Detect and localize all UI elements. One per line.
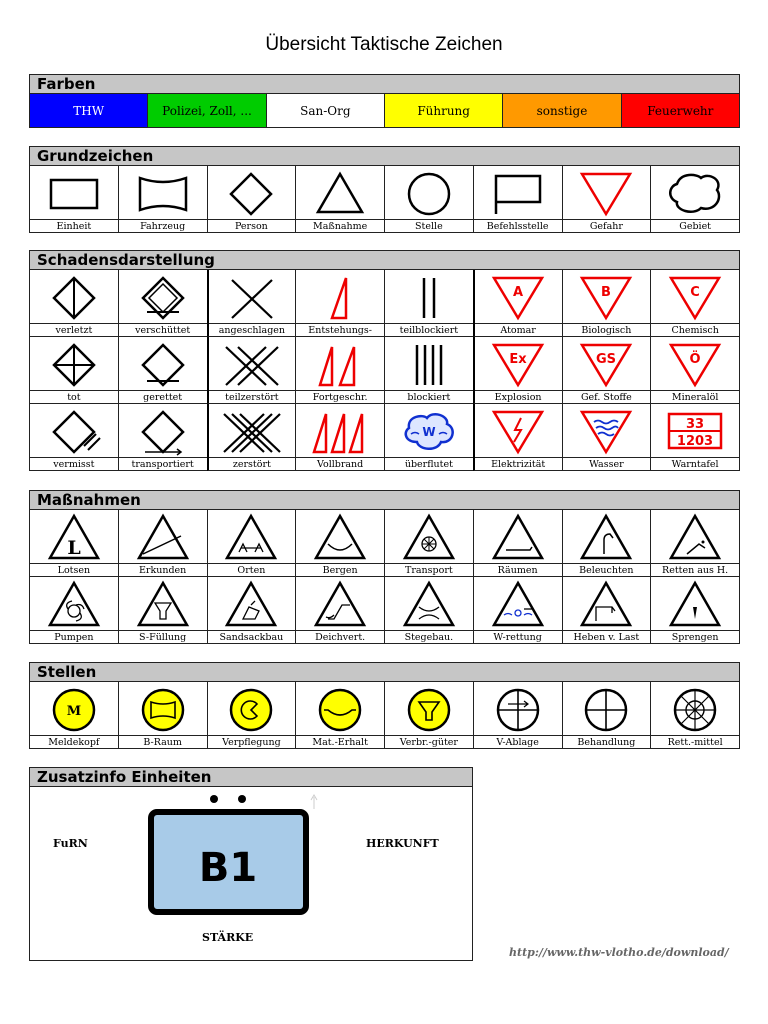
symbol-label: Bergen [296, 563, 384, 576]
svg-text:Ö: Ö [689, 351, 701, 367]
symbol-label: Rett.-mittel [651, 735, 739, 748]
symbol-label: Explosion [475, 390, 562, 403]
symbol-cell-fortgeschr [296, 337, 385, 404]
symbol-cell-behandlung [563, 682, 652, 749]
symbol-label: Warntafel [651, 457, 739, 470]
symbol-cell-blockiert [385, 337, 474, 404]
farben-header: Farben [29, 74, 740, 94]
symbol-cell-räumen [474, 510, 563, 577]
symbol-cell-teilblockiert [385, 270, 474, 337]
symbol-label: zerstört [209, 457, 296, 470]
herkunft-label: HERKUNFT [366, 837, 439, 850]
schaden-grid [29, 270, 740, 471]
symbol-cell-sandsackbau [208, 577, 297, 644]
symbol-cell-atomar [473, 270, 563, 337]
angeschlagen-icon [209, 270, 296, 323]
symbol-label: Stegebau. [385, 630, 473, 643]
grundzeichen-section [29, 146, 740, 233]
bergen-icon [296, 510, 384, 563]
symbol-cell-vermisst [30, 404, 119, 471]
symbol-label: Mat.-Erhalt [296, 735, 384, 748]
warntafel-icon [651, 404, 739, 457]
stellen-section [29, 662, 740, 749]
transport-icon [385, 510, 473, 563]
verbr-güter-icon [385, 682, 473, 735]
symbol-label: transportiert [119, 457, 207, 470]
symbol-label: Orten [208, 563, 296, 576]
symbol-cell-sprengen [651, 577, 740, 644]
symbol-label: Verpflegung [208, 735, 296, 748]
svg-text:1203: 1203 [677, 433, 714, 449]
symbol-label: Person [208, 219, 296, 232]
symbol-label: teilblockiert [385, 323, 473, 336]
symbol-cell-deichvert [296, 577, 385, 644]
symbol-cell-mat-erhalt [296, 682, 385, 749]
symbol-label: Lotsen [30, 563, 118, 576]
mineralöl-icon [651, 337, 739, 390]
symbol-cell-gebiet [651, 166, 740, 233]
retten-aus-h-icon [651, 510, 739, 563]
symbol-label: überflutet [385, 457, 473, 470]
wasser-icon [563, 404, 651, 457]
download-url[interactable]: http://www.thw-vlotho.de/download/ [509, 946, 729, 959]
color-legend [29, 94, 740, 128]
symbol-label: Beleuchten [563, 563, 651, 576]
zerstört-icon [209, 404, 296, 457]
color-1: THW [30, 94, 147, 127]
blockiert-icon [385, 337, 473, 390]
biologisch-icon [563, 270, 651, 323]
symbol-label: V-Ablage [474, 735, 562, 748]
symbol-cell-entstehungs [296, 270, 385, 337]
symbol-cell-heben-v-last [563, 577, 652, 644]
person-icon [208, 166, 296, 219]
massnahmen-grid [29, 510, 740, 644]
symbol-label: Fahrzeug [119, 219, 207, 232]
symbol-label: Atomar [475, 323, 562, 336]
symbol-label: Vollbrand [296, 457, 384, 470]
b-raum-icon [119, 682, 207, 735]
symbol-label: verschüttet [119, 323, 207, 336]
symbol-cell-wasser [563, 404, 652, 471]
orten-icon [208, 510, 296, 563]
mat-erhalt-icon [296, 682, 384, 735]
symbol-label: Chemisch [651, 323, 739, 336]
symbol-label: Erkunden [119, 563, 207, 576]
symbol-cell-verbr-güter [385, 682, 474, 749]
symbol-cell-orten [208, 510, 297, 577]
massnahmen-header: Maßnahmen [29, 490, 740, 510]
symbol-label: Heben v. Last [563, 630, 651, 643]
symbol-label: Deichvert. [296, 630, 384, 643]
symbol-cell-gef-stoffe [563, 337, 652, 404]
symbol-label: vermisst [30, 457, 118, 470]
symbol-cell-s-füllung [119, 577, 208, 644]
symbol-label: Befehlsstelle [474, 219, 562, 232]
symbol-cell-meldekopf [30, 682, 119, 749]
symbol-cell-verschüttet [119, 270, 208, 337]
symbol-cell-pumpen [30, 577, 119, 644]
tot-icon [30, 337, 118, 390]
symbol-label: Gef. Stoffe [563, 390, 651, 403]
symbol-cell-verpflegung [208, 682, 297, 749]
atomar-icon [475, 270, 562, 323]
symbol-cell-befehlsstelle [474, 166, 563, 233]
symbol-cell-verletzt [30, 270, 119, 337]
gerettet-icon [119, 337, 207, 390]
symbol-cell-lotsen [30, 510, 119, 577]
meldekopf-icon [30, 682, 118, 735]
symbol-label: Stelle [385, 219, 473, 232]
überflutet-icon [385, 404, 473, 457]
befehlsstelle-icon [474, 166, 562, 219]
maßnahme-icon [296, 166, 384, 219]
page-title: Übersicht Taktische Zeichen [265, 34, 503, 55]
symbol-cell-mineralöl [651, 337, 740, 404]
sandsackbau-icon [208, 577, 296, 630]
symbol-cell-biologisch [563, 270, 652, 337]
symbol-label: Entstehungs- [296, 323, 384, 336]
symbol-cell-bergen [296, 510, 385, 577]
symbol-cell-chemisch [651, 270, 740, 337]
symbol-label: Gefahr [563, 219, 651, 232]
symbol-label: Räumen [474, 563, 562, 576]
heben-v-last-icon [563, 577, 651, 630]
symbol-cell-gerettet [119, 337, 208, 404]
staerke-label: STÄRKE [202, 931, 254, 944]
symbol-label: gerettet [119, 390, 207, 403]
gef-stoffe-icon [563, 337, 651, 390]
beleuchten-icon [563, 510, 651, 563]
svg-text:33: 33 [686, 416, 705, 432]
grundzeichen-grid [29, 166, 740, 233]
symbol-label: S-Füllung [119, 630, 207, 643]
symbol-label: W-rettung [474, 630, 562, 643]
color-3: San-Org [266, 94, 384, 127]
symbol-label: Fortgeschr. [296, 390, 384, 403]
symbol-label: Pumpen [30, 630, 118, 643]
transportiert-icon [119, 404, 207, 457]
symbol-label: Biologisch [563, 323, 651, 336]
stelle-icon [385, 166, 473, 219]
verletzt-icon [30, 270, 118, 323]
deichvert-icon [296, 577, 384, 630]
symbol-cell-warntafel [651, 404, 740, 471]
symbol-label: Sprengen [651, 630, 739, 643]
symbol-label: Meldekopf [30, 735, 118, 748]
symbol-label: Sandsackbau [208, 630, 296, 643]
teilblockiert-icon [385, 270, 473, 323]
symbol-cell-fahrzeug [119, 166, 208, 233]
symbol-cell-erkunden [119, 510, 208, 577]
unit-symbol-example [30, 787, 474, 961]
grundzeichen-header: Grundzeichen [29, 146, 740, 166]
svg-text:L: L [67, 536, 81, 559]
verpflegung-icon [208, 682, 296, 735]
symbol-label: teilzerstört [209, 390, 296, 403]
massnahmen-section [29, 490, 740, 644]
symbol-cell-beleuchten [563, 510, 652, 577]
symbol-cell-angeschlagen [207, 270, 297, 337]
symbol-cell-vollbrand [296, 404, 385, 471]
color-5: sonstige [502, 94, 620, 127]
symbol-label: tot [30, 390, 118, 403]
explosion-icon [475, 337, 562, 390]
symbol-cell-rett-mittel [651, 682, 740, 749]
zusatzinfo-section [29, 767, 473, 961]
schaden-header: Schadensdarstellung [29, 250, 740, 270]
symbol-label: Behandlung [563, 735, 651, 748]
symbol-label: Wasser [563, 457, 651, 470]
svg-text:B: B [601, 284, 612, 300]
svg-text:M: M [66, 703, 82, 719]
svg-text:A: A [513, 284, 524, 300]
symbol-cell-retten-aus-h [651, 510, 740, 577]
symbol-cell-w-rettung [474, 577, 563, 644]
symbol-cell-elektrizität [473, 404, 563, 471]
symbol-label: blockiert [385, 390, 473, 403]
räumen-icon [474, 510, 562, 563]
symbol-cell-transportiert [119, 404, 208, 471]
entstehungs-icon [296, 270, 384, 323]
elektrizität-icon [475, 404, 562, 457]
symbol-label: Transport [385, 563, 473, 576]
rett-mittel-icon [651, 682, 739, 735]
symbol-cell-v-ablage [474, 682, 563, 749]
color-2: Polizei, Zoll, ... [147, 94, 265, 127]
symbol-cell-explosion [473, 337, 563, 404]
symbol-cell-gefahr [563, 166, 652, 233]
einheit-icon [30, 166, 118, 219]
zusatzinfo-box [29, 787, 473, 961]
fortgeschr-icon [296, 337, 384, 390]
furn-label: FuRN [53, 837, 88, 850]
symbol-label: verletzt [30, 323, 118, 336]
symbol-cell-einheit [30, 166, 119, 233]
behandlung-icon [563, 682, 651, 735]
symbol-cell-transport [385, 510, 474, 577]
symbol-cell-stelle [385, 166, 474, 233]
symbol-label: Elektrizität [475, 457, 562, 470]
teilzerstört-icon [209, 337, 296, 390]
svg-text:W: W [422, 424, 436, 439]
svg-text:C: C [690, 284, 700, 300]
symbol-cell-maßnahme [296, 166, 385, 233]
symbol-label: Retten aus H. [651, 563, 739, 576]
fahrzeug-icon [119, 166, 207, 219]
zusatzinfo-header: Zusatzinfo Einheiten [29, 767, 473, 787]
verschüttet-icon [119, 270, 207, 323]
symbol-cell-stegebau [385, 577, 474, 644]
symbol-cell-zerstört [207, 404, 297, 471]
symbol-cell-tot [30, 337, 119, 404]
stellen-header: Stellen [29, 662, 740, 682]
lotsen-icon [30, 510, 118, 563]
unit-designation: B1 [198, 845, 258, 891]
symbol-label: Gebiet [651, 219, 739, 232]
pumpen-icon [30, 577, 118, 630]
stellen-grid [29, 682, 740, 749]
symbol-label: Einheit [30, 219, 118, 232]
farben-section [29, 74, 740, 128]
symbol-label: angeschlagen [209, 323, 296, 336]
s-füllung-icon [119, 577, 207, 630]
symbol-cell-b-raum [119, 682, 208, 749]
svg-text:GS: GS [596, 351, 617, 367]
schaden-section [29, 250, 740, 471]
gebiet-icon [651, 166, 739, 219]
gefahr-icon [563, 166, 651, 219]
symbol-label: Maßnahme [296, 219, 384, 232]
erkunden-icon [119, 510, 207, 563]
stegebau-icon [385, 577, 473, 630]
chemisch-icon [651, 270, 739, 323]
color-6: Feuerwehr [621, 94, 739, 127]
svg-text:Ex: Ex [509, 351, 527, 367]
color-4: Führung [384, 94, 502, 127]
symbol-label: B-Raum [119, 735, 207, 748]
symbol-label: Verbr.-güter [385, 735, 473, 748]
w-rettung-icon [474, 577, 562, 630]
symbol-cell-person [208, 166, 297, 233]
symbol-label: Mineralöl [651, 390, 739, 403]
symbol-cell-überflutet [385, 404, 474, 471]
vollbrand-icon [296, 404, 384, 457]
sprengen-icon [651, 577, 739, 630]
v-ablage-icon [474, 682, 562, 735]
symbol-cell-teilzerstört [207, 337, 297, 404]
vermisst-icon [30, 404, 118, 457]
